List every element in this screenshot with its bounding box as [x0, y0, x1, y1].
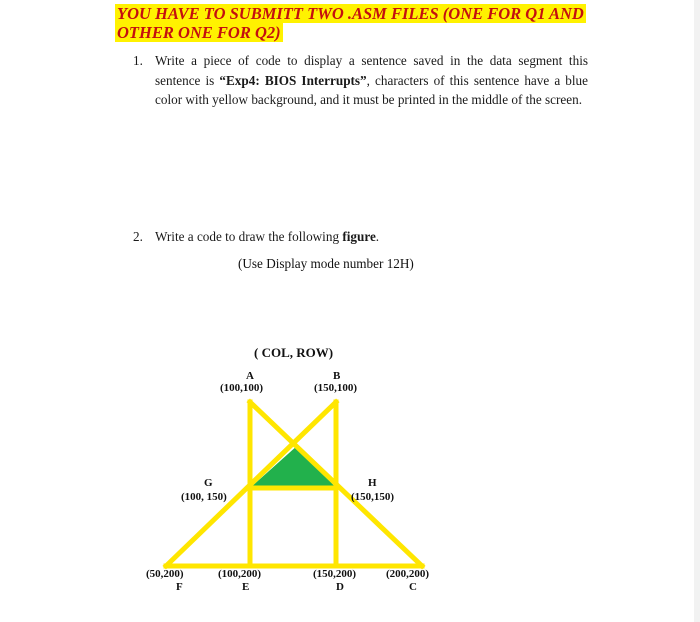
- point-a-coord: (100,100): [220, 382, 264, 394]
- question-1-quote: “Exp4: BIOS Interrupts”: [219, 72, 367, 88]
- point-g-coord: (100, 150): [181, 491, 227, 503]
- figure-title: ( COL, ROW): [254, 345, 334, 360]
- question-2-bold-word: figure: [342, 229, 376, 244]
- point-h-letter: H: [368, 477, 377, 489]
- display-mode-note: (Use Display mode number 12H): [238, 256, 414, 271]
- question-2-text-after: .: [375, 229, 380, 244]
- heading-line-2: OTHER ONE FOR Q2): [117, 23, 281, 42]
- question-1-text-after: , characters of this sentence have a blue color with yellow background, and it must be printed in the middle of the screen.: [155, 72, 588, 107]
- question-1-text-before: Write a piece of code to display a sentence saved in the data segment this sentence is: [155, 53, 588, 88]
- green-triangle: [250, 445, 336, 488]
- point-e-coord: (100,200): [218, 568, 262, 580]
- page-edge-divider: [694, 0, 700, 622]
- point-d-coord: (150,200): [313, 568, 357, 580]
- point-c-coord: (200,200): [386, 568, 430, 580]
- question-2-text-before: Write a code to draw the following: [155, 229, 343, 244]
- point-c-letter: C: [409, 581, 417, 593]
- question-1-number: 1.: [133, 53, 143, 68]
- point-f-coord: (50,200): [146, 568, 184, 580]
- heading-line-1: YOU HAVE TO SUBMITT TWO .ASM FILES (ONE FOR Q1 AND: [117, 4, 584, 23]
- point-a-letter: A: [246, 370, 254, 382]
- point-d-letter: D: [336, 581, 344, 593]
- point-e-letter: E: [242, 581, 250, 593]
- point-h-coord: (150,150): [351, 491, 395, 503]
- question-2-number: 2.: [133, 229, 143, 244]
- point-b-letter: B: [333, 370, 341, 382]
- point-f-letter: F: [176, 581, 183, 593]
- point-b-coord: (150,100): [314, 382, 358, 394]
- point-g-letter: G: [204, 477, 213, 489]
